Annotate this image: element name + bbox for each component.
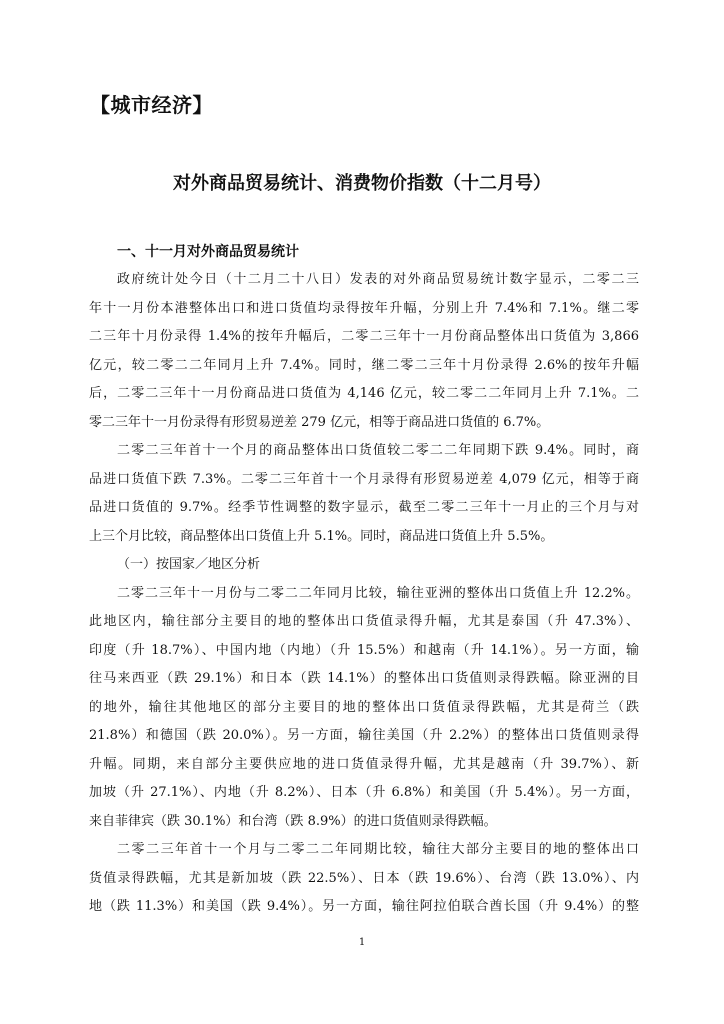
paragraph-line: 此地区内，输往部分主要目的地的整体出口货值录得升幅，尤其是泰国（升 47.3%）、 [89, 614, 639, 629]
paragraph [89, 266, 639, 437]
paragraph-line: 印度（升 18.7%）、中国内地（内地）（升 15.5%）和越南（升 14.1%）。另一方面，输 [89, 642, 639, 658]
paragraph-line: 年十一月份本港整体出口和进口货值均录得按年升幅，分别上升 7.4%和 7.1%。继二零 [89, 300, 639, 316]
paragraph-line: 的地外，输往其他地区的部分主要目的地的整体出口货值录得跌幅，尤其是荷兰（跌 [89, 699, 639, 715]
paragraph-line: 21.8%）和德国（跌 20.0%）。另一方面，输往美国（升 2.2%）的整体出口货值则录得 [89, 728, 639, 743]
paragraph-line: 来自菲律宾（跌 30.1%）和台湾（跌 8.9%）的进口货值则录得跌幅。 [89, 813, 497, 829]
paragraph-line: 品进口货值下跌 7.3%。二零二三年首十一个月录得有形贸易逆差 4,079 亿元，相等于商 [89, 471, 639, 487]
page-number: 1 [358, 937, 366, 948]
paragraph-line: 升幅。同期，来自部分主要供应地的进口货值录得升幅，尤其是越南（升 39.7%）、新 [89, 756, 639, 772]
paragraph-line: 亿元，较二零二二年同月上升 7.4%。同时，继二零二三年十月份录得 2.6%的按年升幅 [89, 357, 639, 373]
paragraph-line: 二零二三年首十一个月与二零二二年同期比较，输往大部分主要目的地的整体出口 [117, 842, 639, 857]
paragraph-line: 品进口货值的 9.7%。经季节性调整的数字显示，截至二零二三年十一月止的三个月与对 [89, 500, 639, 515]
section-tag: 【城市经济】 [90, 93, 213, 117]
paragraph [89, 836, 639, 922]
paragraph-line: 二零二三年十一月份与二零二二年同月比较，输往亚洲的整体出口货值上升 12.2%。 [117, 585, 639, 601]
section-heading: 一、十一月对外商品贸易统计 [117, 244, 299, 260]
paragraph-line: 货值录得跌幅，尤其是新加坡（跌 22.5%）、日本（跌 19.6%）、台湾（跌 13.0%）、内 [89, 870, 639, 886]
paragraph-line: 二三年十月份录得 1.4%的按年升幅后，二零二三年十一月份商品整体出口货值为 3,866 [89, 329, 639, 344]
paragraph-line: 上三个月比较，商品整体出口货值上升 5.1%。同时，商品进口货值上升 5.5%。 [89, 528, 554, 544]
paragraph-line: 零二三年十一月份录得有形贸易逆差 279 亿元，相等于商品进口货值的 6.7%。 [89, 414, 550, 430]
subsection-heading: （一）按国家／地区分析 [117, 557, 261, 572]
paragraph [89, 437, 639, 551]
document-title: 对外商品贸易统计、消费物价指数（十二月号） [173, 173, 551, 194]
document-body [89, 238, 639, 922]
paragraph-line: 后，二零二三年十一月份商品进口货值为 4,146 亿元，较二零二二年同月上升 7.1%。二 [89, 386, 639, 401]
paragraph-line: 政府统计处今日（十二月二十八日）发表的对外商品贸易统计数字显示，二零二三 [117, 272, 639, 287]
paragraph-line: 二零二三年首十一个月的商品整体出口货值较二零二二年同期下跌 9.4%。同时，商 [117, 443, 639, 458]
paragraph-line: 加坡（升 27.1%）、内地（升 8.2%）、日本（升 6.8%）和美国（升 5.4%）。另一方面， [89, 785, 639, 800]
paragraph-line: 地（跌 11.3%）和美国（跌 9.4%）。另一方面，输往阿拉伯联合酋长国（升 9.4%）的整 [89, 899, 639, 914]
paragraph-line: 往马来西亚（跌 29.1%）和日本（跌 14.1%）的整体出口货值则录得跌幅。除亚洲的目 [89, 671, 639, 686]
paragraph [89, 580, 639, 837]
